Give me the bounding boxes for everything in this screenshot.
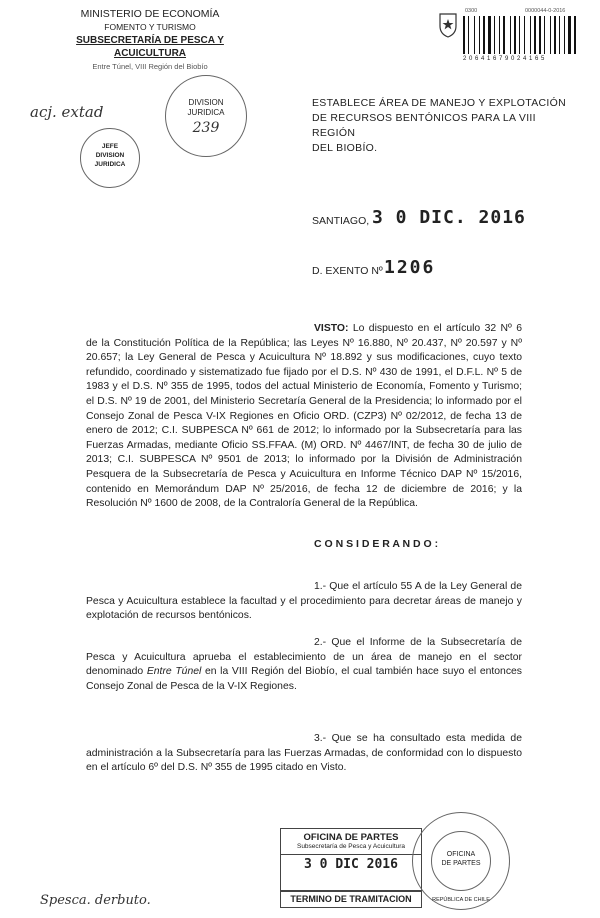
barcode-bar: [530, 16, 531, 54]
barcode-bar: [486, 16, 487, 54]
barcode-bar: [519, 16, 520, 54]
barcode-bar: [463, 16, 465, 54]
jefe-division-stamp: JEFE DIVISION JURIDICA: [80, 128, 140, 188]
barcode-bar: [566, 16, 567, 54]
barcode-bar: [544, 16, 545, 54]
barcode-bar: [474, 16, 475, 54]
barcode-bar: [537, 16, 538, 54]
barcode-bar: [506, 16, 509, 54]
barcode-bar: [492, 16, 493, 54]
barcode-digits: 2 0 6 4 1 6 7 9 0 2 4 1 6 5: [463, 56, 545, 62]
barcode-bar: [526, 16, 529, 54]
barcode-bar: [488, 16, 491, 54]
barcode-bar: [501, 16, 502, 54]
letterhead: [40, 8, 260, 73]
handwritten-note-bottom: Spesca. derbuto.: [40, 893, 151, 908]
barcode-bar: [512, 16, 513, 54]
barcode-bar: [561, 16, 563, 54]
handwritten-note-top: acj. extad: [30, 103, 104, 121]
barcode-bar: [552, 16, 553, 54]
barcode-bar: [466, 16, 467, 54]
visto-paragraph: [86, 322, 522, 512]
barcode-bar: [503, 16, 505, 54]
barcode-bar: [557, 16, 558, 54]
date-value: 3 0 DIC. 2016: [372, 207, 526, 228]
fomento-line: FOMENTO Y TURISMO: [104, 22, 196, 32]
barcode-bar: [499, 16, 500, 54]
considerando-3: 3.- Que se ha consultado esta medida de administración a la Subsecretaría para las Fuerzas Armadas, de conformidad con lo dispuesto en el artículo 6º del D.S. Nº 355 de 1995 citado en Visto.: [86, 733, 522, 774]
barcode-bar: [559, 16, 560, 54]
division-juridica-stamp: DIVISION JURIDICA 239: [165, 75, 247, 157]
barcode-bar: [577, 16, 578, 54]
subsecretaria-line: SUBSECRETARÍA DE PESCA Y ACUICULTURA: [76, 35, 224, 59]
round-partes-stamp: OFICINA DE PARTES REPÚBLICA DE CHILE: [412, 812, 510, 910]
barcode-bar: [476, 16, 478, 54]
title-line-2: DE RECURSOS BENTÓNICOS PARA LA VIII REGIÓN: [312, 112, 536, 139]
document-title: [312, 96, 572, 156]
title-line-3: DEL BIOBÍO.: [312, 142, 378, 154]
barcode-bar: [574, 16, 576, 54]
barcode-bar: [517, 16, 518, 54]
date-label: SANTIAGO,: [312, 215, 370, 227]
barcode-bar: [510, 16, 511, 54]
barcode-bar: [539, 16, 541, 54]
considerando-1: 1.- Que el artículo 55 A de la Ley General de Pesca y Acuicultura establece la facultad y el procedimiento para decretar áreas de manejo y explotación de recursos bentónicos.: [86, 581, 522, 622]
barcode-bar: [564, 16, 565, 54]
barcode-bar: [572, 16, 573, 54]
barcode-bar: [483, 16, 485, 54]
oficina-partes-stamp: OFICINA DE PARTES Subsecretaría de Pesca y Acuicultura 3 0 DIC 2016: [280, 828, 422, 892]
barcode-bar: [479, 16, 480, 54]
barcode-bar: [542, 16, 543, 54]
barcode-bar: [546, 16, 549, 54]
visto-label: VISTO:: [314, 323, 349, 334]
sector-name: Entre Túnel: [146, 666, 202, 678]
barcode-bar: [470, 16, 473, 54]
considerando-heading: C O N S I D E R A N D O :: [314, 538, 439, 550]
barcode-bar: [521, 16, 523, 54]
visto-text: Lo dispuesto en el artículo 32 Nº 6 de la Constitución Política de la República; las Leyes Nº 16.880, Nº 20.437, Nº 20.597 y Nº 20.657; la Ley General de Pesca y Acuicultura Nº 18.892 y sus modificaciones, cuyo texto refundido, coordinado y sistematizado fue fijado por el D.S. Nº 430 de 1991, el D.F.L. Nº 5 de 1983 y el D.S. Nº 355 de 1995, todos del actual Ministerio de Economía, Fomento y Turismo; el D.S. Nº 19 de 2001, del Ministerio Secretaría General de la Presidencia; lo informado por el Consejo Zonal de Pesca V-IX Regiones en Oficio ORD. (CZP3) Nº 02/2012, de fecha 13 de enero de 2012; C.I. SUBPESCA Nº 661 de 2012; lo informado por la Subsecretaría para las Fuerzas Armadas, mediante Oficio SS.FFAA. (M) ORD. Nº 4467/INT, de fecha 30 de julio de 2013; C.I. SUBPESCA Nº 9501 de 2013; lo informado por la División de Administración Pesquera de la Subsecretaría de Pesca y Acuicultura en Informe Técnico DAP Nº 15/2016, contenido en Memorándum DAP Nº 25/2016, de fecha 12 de diciembre de 2016; y la Resolución Nº 1600 de 2008, de la Contraloría General de la República.: [86, 323, 522, 510]
exento-number: 1206: [384, 257, 436, 278]
barcode-bar: [568, 16, 571, 54]
barcode-bars: [463, 16, 579, 54]
ministry-line: MINISTERIO DE ECONOMÍA: [80, 8, 220, 20]
sub-line: Entre Túnel, VIII Región del Biobío: [92, 62, 208, 71]
barcode-bar: [532, 16, 533, 54]
barcode-bar: [534, 16, 536, 54]
barcode-bar: [514, 16, 516, 54]
barcode-top-left: 0300: [465, 8, 478, 14]
barcode-bar: [550, 16, 551, 54]
crest-icon: [437, 10, 459, 38]
barcode-top-right: 0000044-0-2016: [525, 8, 566, 14]
barcode-bar: [496, 16, 498, 54]
exento-label: D. EXENTO Nº: [312, 265, 383, 277]
barcode-bar: [468, 16, 469, 54]
barcode-bar: [481, 16, 482, 54]
termino-tramitacion: TERMINO DE TRAMITACION: [280, 890, 422, 908]
considerando-2: 2.- Que el Informe de la Subsecretaría de Pesca y Acuicultura aprueba el establecimiento de un área de manejo en el sector denominado Entre Túnel en la VIII Región del Biobío, el cual también hace suyo el entonces Consejo Zonal de Pesca de la V-IX Regiones.: [86, 637, 522, 692]
barcode-bar: [494, 16, 495, 54]
title-line-1: ESTABLECE ÁREA DE MANEJO Y EXPLOTACIÓN: [312, 97, 566, 109]
barcode-bar: [524, 16, 525, 54]
barcode-bar: [554, 16, 556, 54]
